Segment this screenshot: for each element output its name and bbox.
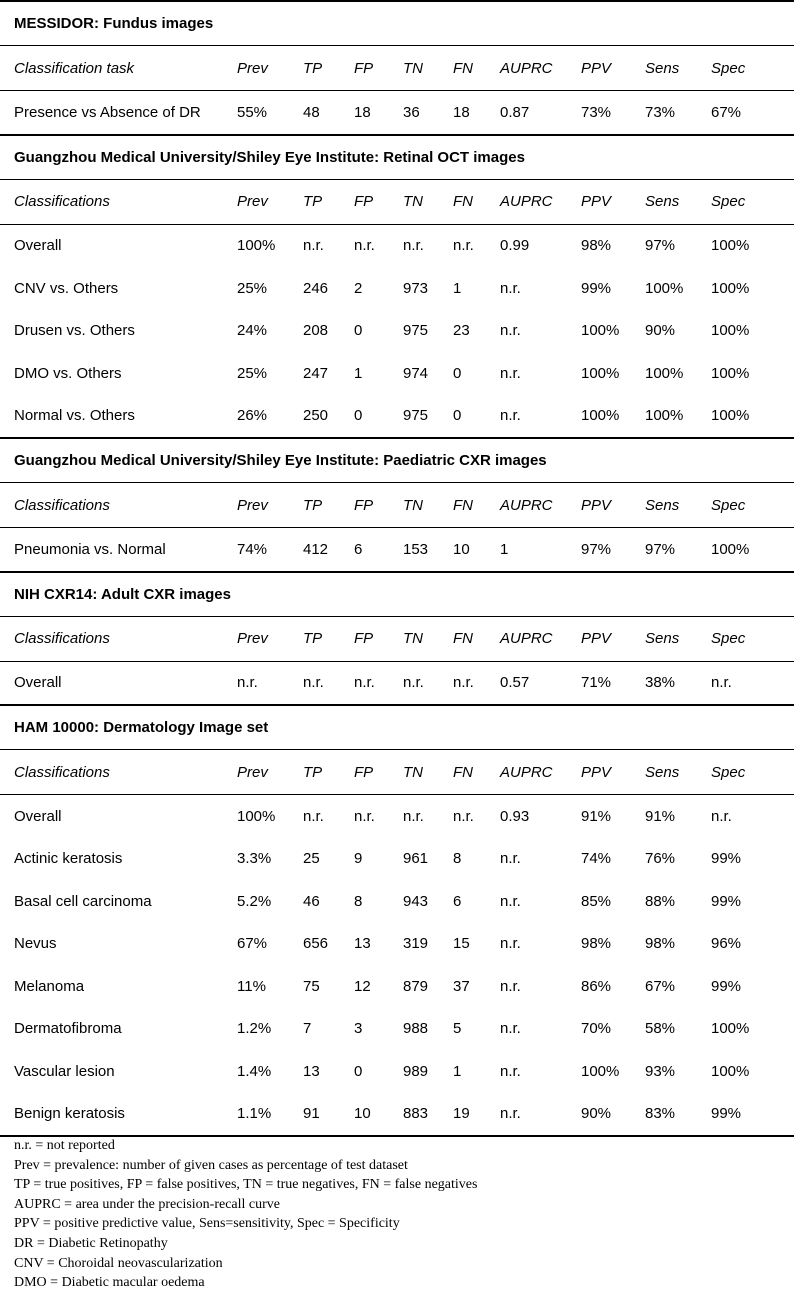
column-header-row [0,750,794,795]
table-row [0,923,794,966]
row-label: DMO vs. Others [14,364,122,382]
column-header: Spec [711,179,794,224]
column-header: PPV [581,46,645,91]
table-row [0,965,794,1008]
column-header: TN [403,46,453,91]
table-cell: 97% [581,528,645,572]
table-cell: 48 [303,91,354,135]
table-cell: 83% [645,1093,711,1137]
table-cell: 93% [645,1062,676,1080]
table-cell: 247 [303,364,329,382]
table-row [0,528,794,572]
table-cell: 319 [403,935,429,953]
column-header: TN [403,750,453,795]
table-cell: 100% [581,364,620,382]
table-row [0,795,794,838]
table-cell: 100% [645,364,684,382]
table-cell: 1.4% [237,1062,272,1080]
table-cell: 46 [303,892,320,910]
table-cell: 25 [303,850,320,868]
column-header: FP [354,616,403,661]
table-cell: 91 [303,1093,354,1137]
table-cell: n.r. [303,661,354,705]
table-cell: 100% [645,279,684,297]
table-row [0,838,794,881]
table-cell: 97% [645,224,711,267]
column-header: Spec [711,483,794,528]
table-cell: 0.87 [500,91,581,135]
table-cell: 3 [354,1020,363,1038]
table-cell: 0 [453,407,462,425]
column-header: Classifications [0,483,237,528]
table-cell: 975 [403,407,429,425]
table-cell: n.r. [303,795,354,838]
table-cell: n.r. [500,364,521,382]
table-cell: 98% [581,935,612,953]
table-cell: 67% [711,91,794,135]
table-cell: 9 [354,850,363,868]
column-header: Classifications [0,179,237,224]
column-header: Classification task [0,46,237,91]
column-header: TP [303,483,354,528]
table-cell: 100% [711,1020,750,1038]
table-cell: 90% [645,322,676,340]
column-header: FP [354,483,403,528]
column-header: FN [453,483,500,528]
table-cell: n.r. [500,407,521,425]
column-header-row [0,46,794,91]
table-cell: 1.1% [237,1093,303,1137]
column-header: Prev [237,179,303,224]
table-cell: n.r. [500,892,521,910]
row-label: Dermatofibroma [14,1020,122,1038]
table-cell: 0 [354,322,363,340]
column-header: TN [403,483,453,528]
table-cell: 55% [237,91,303,135]
table-cell: n.r. [500,977,521,995]
table-cell: 656 [303,935,329,953]
table-cell: 13 [354,935,371,953]
table-cell: 208 [303,322,329,340]
table-cell: 76% [645,850,676,868]
table-row [0,267,794,310]
table-cell: n.r. [237,661,303,705]
table-cell: 0.99 [500,224,581,267]
row-label: Benign keratosis [0,1093,237,1137]
table-cell: n.r. [500,322,521,340]
column-header: PPV [581,750,645,795]
column-header-row [0,483,794,528]
table-cell: 71% [581,661,645,705]
column-header: Sens [645,616,711,661]
table-cell: 8 [354,892,363,910]
table-row [0,1093,794,1137]
footnote: CNV = Choroidal neovascularization [14,1255,223,1271]
table-cell: n.r. [403,224,453,267]
column-header: Prev [237,616,303,661]
table-cell: 99% [711,1093,794,1137]
column-header: PPV [581,616,645,661]
row-label: Basal cell carcinoma [14,892,152,910]
column-header: FN [453,750,500,795]
section-title-row [0,572,794,617]
table-row [0,1008,794,1051]
row-label: Nevus [14,935,57,953]
table-cell: 70% [581,1020,612,1038]
table-cell: 100% [711,279,750,297]
section-title: Guangzhou Medical University/Shiley Eye Institute: Retinal OCT images [0,135,794,180]
column-header: Prev [237,483,303,528]
table-cell: 1 [453,1062,462,1080]
column-header-row [0,179,794,224]
table-cell: 100% [711,407,750,425]
column-header: PPV [581,483,645,528]
table-cell: 24% [237,322,268,340]
table-cell: n.r. [354,795,403,838]
row-label: Overall [0,224,237,267]
column-header: TP [303,46,354,91]
table-cell: 96% [711,935,742,953]
row-label: Pneumonia vs. Normal [0,528,237,572]
table-cell: 67% [237,935,268,953]
row-label: Overall [0,795,237,838]
table-cell: 100% [645,407,684,425]
table-cell: 100% [711,528,794,572]
table-cell: n.r. [500,1020,521,1038]
table-row [0,395,794,439]
table-cell: 1 [453,279,462,297]
column-header: AUPRC [500,616,581,661]
table-cell: 18 [453,91,500,135]
table-cell: 0 [354,1062,363,1080]
column-header: FP [354,179,403,224]
table-cell: 19 [453,1093,500,1137]
table-row [0,661,794,705]
table-cell: 75 [303,977,320,995]
table-cell: n.r. [354,224,403,267]
table-cell: n.r. [354,661,403,705]
column-header: Spec [711,750,794,795]
table-cell: 8 [453,850,462,868]
footnote: TP = true positives, FP = false positives, TN = true negatives, FN = false negatives [14,1177,478,1193]
column-header: Classifications [0,750,237,795]
table-cell: 973 [403,279,429,297]
table-cell: 85% [581,892,612,910]
table-cell: 67% [645,977,676,995]
table-cell: 100% [711,322,750,340]
table-cell: n.r. [453,661,500,705]
table-cell: 0.57 [500,661,581,705]
table-cell: 38% [645,661,711,705]
table-cell: 11% [237,977,266,995]
footnote: DMO = Diabetic macular oedema [14,1275,205,1291]
column-header: FN [453,46,500,91]
column-header: Sens [645,179,711,224]
row-label: CNV vs. Others [14,279,119,297]
table-cell: 91% [581,795,645,838]
table-cell: 6 [354,528,403,572]
table-cell: 100% [237,224,303,267]
table-cell: n.r. [500,935,521,953]
row-label: Drusen vs. Others [14,322,135,340]
table-cell: 99% [581,279,612,297]
table-cell: n.r. [711,795,794,838]
column-header: TN [403,616,453,661]
table-cell: 412 [303,528,354,572]
table-row [0,224,794,267]
table-cell: n.r. [500,1062,521,1080]
table-cell: 988 [403,1020,429,1038]
table-cell: 975 [403,322,429,340]
row-label: Actinic keratosis [14,850,123,868]
column-header: FP [354,750,403,795]
column-header: TP [303,750,354,795]
table-cell: 99% [711,850,742,868]
table-cell: 74% [581,850,612,868]
column-header: FN [453,179,500,224]
column-header: Sens [645,46,711,91]
table-cell: 15 [453,935,470,953]
table-cell: 88% [645,892,676,910]
table-cell: 58% [645,1020,676,1038]
column-header: TN [403,179,453,224]
column-header: FP [354,46,403,91]
table-cell: 974 [403,364,429,382]
table-cell: 7 [303,1020,312,1038]
footnote: Prev = prevalence: number of given cases as percentage of test dataset [14,1157,408,1173]
row-label: Normal vs. Others [14,407,135,425]
table-cell: n.r. [453,224,500,267]
table-cell: n.r. [453,795,500,838]
row-label: Vascular lesion [14,1062,115,1080]
table-cell: 97% [645,528,711,572]
section-title: NIH CXR14: Adult CXR images [0,572,794,617]
table-cell: n.r. [500,1093,581,1137]
table-cell: 99% [711,892,742,910]
table-cell: 883 [403,1093,453,1137]
table-cell: 100% [711,364,750,382]
table-cell: 3.3% [237,850,272,868]
table-cell: 25% [237,279,268,297]
table-cell: 10 [354,1093,403,1137]
table-cell: n.r. [711,661,794,705]
column-header: TP [303,179,354,224]
section-title: MESSIDOR: Fundus images [0,1,794,46]
table-cell: 0.93 [500,795,581,838]
table-cell: 91% [645,795,711,838]
table-cell: 1.2% [237,1020,272,1038]
row-label: Presence vs Absence of DR [0,91,237,135]
section-title-row [0,1,794,46]
table-cell: 12 [354,977,371,995]
column-header: Sens [645,483,711,528]
row-label: Melanoma [14,977,85,995]
column-header: Prev [237,750,303,795]
table-cell: 0 [354,407,363,425]
table-cell: 5 [453,1020,462,1038]
column-header: AUPRC [500,46,581,91]
table-cell: 90% [581,1093,645,1137]
table-cell: 73% [581,91,645,135]
table-cell: 100% [711,224,794,267]
table-cell: 100% [581,407,620,425]
table-cell: 26% [237,407,268,425]
table-cell: n.r. [403,795,453,838]
column-header: AUPRC [500,179,581,224]
table-cell: 74% [237,528,303,572]
column-header: Sens [645,750,711,795]
table-cell: n.r. [500,279,521,297]
column-header: AUPRC [500,483,581,528]
table-row [0,352,794,395]
row-label: Overall [0,661,237,705]
table-cell: 36 [403,91,453,135]
section-title-row [0,705,794,750]
table-cell: 100% [237,795,303,838]
table-cell: 99% [711,977,742,995]
table-cell: 1 [500,528,581,572]
table-cell: 23 [453,322,470,340]
table-row [0,310,794,353]
table-cell: 153 [403,528,453,572]
table-cell: 100% [711,1062,750,1080]
table-cell: n.r. [303,224,354,267]
section-title-row [0,438,794,483]
column-header: TP [303,616,354,661]
table-cell: 1 [354,364,363,382]
column-header: AUPRC [500,750,581,795]
column-header: Spec [711,616,794,661]
table-cell: 25% [237,364,268,382]
footnotes [14,1136,477,1293]
table-cell: 18 [354,91,403,135]
table-row [0,880,794,923]
footnote: PPV = positive predictive value, Sens=sensitivity, Spec = Specificity [14,1216,400,1232]
table-cell: n.r. [403,661,453,705]
section-title: HAM 10000: Dermatology Image set [0,705,794,750]
table-cell: 98% [645,935,676,953]
table-cell: 73% [645,91,711,135]
table-cell: 100% [581,322,620,340]
table-cell: 100% [581,1062,620,1080]
table-cell: 989 [403,1062,429,1080]
column-header: Spec [711,46,794,91]
table-cell: 37 [453,977,470,995]
footnote: AUPRC = area under the precision-recall curve [14,1196,281,1212]
table-cell: 250 [303,407,329,425]
table-cell: 86% [581,977,612,995]
section-title: Guangzhou Medical University/Shiley Eye Institute: Paediatric CXR images [0,438,794,483]
column-header: PPV [581,179,645,224]
section-title-row [0,135,794,180]
table-cell: 98% [581,224,645,267]
table-cell: 246 [303,279,329,297]
table-cell: 5.2% [237,892,272,910]
table-cell: 6 [453,892,462,910]
column-header: Prev [237,46,303,91]
table-cell: 943 [403,892,429,910]
table-cell: 13 [303,1062,320,1080]
table-cell: 961 [403,850,429,868]
column-header: FN [453,616,500,661]
table-cell: 2 [354,279,363,297]
column-header: Classifications [0,616,237,661]
table-cell: 0 [453,364,462,382]
table-row [0,91,794,135]
column-header-row [0,616,794,661]
table-cell: 879 [403,977,429,995]
table-row [0,1050,794,1093]
footnote: DR = Diabetic Retinopathy [14,1235,168,1251]
table-cell: n.r. [500,850,521,868]
table-cell: 10 [453,528,500,572]
footnote: n.r. = not reported [14,1138,115,1153]
